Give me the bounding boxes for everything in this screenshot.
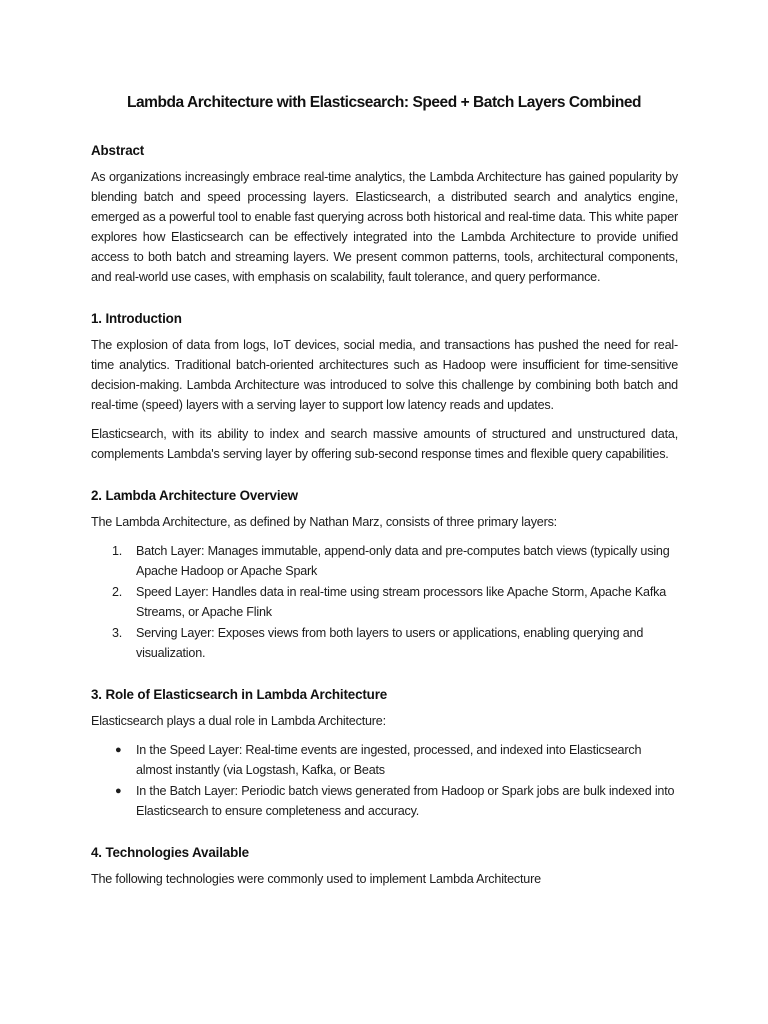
- introduction-section: [91, 308, 678, 464]
- layers-list: [91, 541, 678, 663]
- list-item: [91, 623, 678, 663]
- introduction-heading: 1. Introduction: [91, 311, 182, 326]
- bullet-icon: ●: [115, 785, 122, 797]
- role-list: [91, 740, 678, 821]
- role-intro: Elasticsearch plays a dual role in Lambda Architecture:: [91, 714, 386, 728]
- technologies-section: [91, 842, 678, 889]
- abstract-heading: Abstract: [91, 143, 145, 158]
- list-number: 3.: [112, 626, 123, 640]
- role-heading: 3. Role of Elasticsearch in Lambda Architecture: [91, 687, 388, 702]
- bullet-icon: ●: [115, 744, 122, 756]
- abstract-section: [91, 140, 678, 287]
- list-number: 1.: [112, 544, 123, 558]
- list-item-text: In the Batch Layer: Periodic batch views generated from Hadoop or Spark jobs are bulk indexed into Elasticsearch to ensure completeness and accuracy.: [136, 784, 675, 818]
- abstract-text: As organizations increasingly embrace real-time analytics, the Lambda Architecture has gained popularity by blending batch and speed processing layers. Elasticsearch, a distributed search and analytics engine, emerged as a powerful tool to enable fast querying across both historical and real-time data. This white paper explores how Elasticsearch can be effectively integrated into the Lambda Architecture to provide unified access to both batch and streaming layers. We present common patterns, tools, architectural components, and real-world use cases, with emphasis on scalability, fault tolerance, and query performance.: [91, 170, 678, 284]
- list-item: [91, 582, 678, 622]
- list-item: [91, 541, 678, 581]
- list-item-text: In the Speed Layer: Real-time events are ingested, processed, and indexed into Elasticsearch almost instantly (via Logstash, Kafka, or Beats: [136, 743, 642, 777]
- overview-heading: 2. Lambda Architecture Overview: [91, 488, 298, 503]
- list-number: 2.: [112, 585, 123, 599]
- list-item: [91, 740, 678, 780]
- list-item-text: Serving Layer: Exposes views from both layers to users or applications, enabling querying and visualization.: [136, 626, 644, 660]
- overview-intro: The Lambda Architecture, as defined by Nathan Marz, consists of three primary layers:: [91, 515, 557, 529]
- list-item-text: Speed Layer: Handles data in real-time using stream processors like Apache Storm, Apache Kafka Streams, or Apache Flink: [136, 585, 667, 619]
- technologies-intro: The following technologies were commonly used to implement Lambda Architecture: [91, 872, 541, 886]
- overview-section: [91, 485, 678, 663]
- role-section: [91, 684, 678, 821]
- document-body: [91, 140, 678, 889]
- document-title: Lambda Architecture with Elasticsearch: Speed + Batch Layers Combined: [126, 94, 642, 111]
- list-item-text: Batch Layer: Manages immutable, append-only data and pre-computes batch views (typically using Apache Hadoop or Apache Spark: [136, 544, 670, 578]
- technologies-heading: 4. Technologies Available: [91, 845, 249, 860]
- list-item: [91, 781, 678, 821]
- introduction-paragraph: Elasticsearch, with its ability to index and search massive amounts of structured and unstructured data, complements Lambda's serving layer by offering sub-second response times and flexible query capabilities.: [91, 427, 678, 461]
- introduction-paragraph: The explosion of data from logs, IoT devices, social media, and transactions has pushed the need for real-time analytics. Traditional batch-oriented architectures such as Hadoop were insufficient for time-sensitive decision-making. Lambda Architecture was introduced to solve this challenge by combining both batch and real-time (speed) layers with a serving layer to support low latency reads and updates.: [91, 338, 678, 412]
